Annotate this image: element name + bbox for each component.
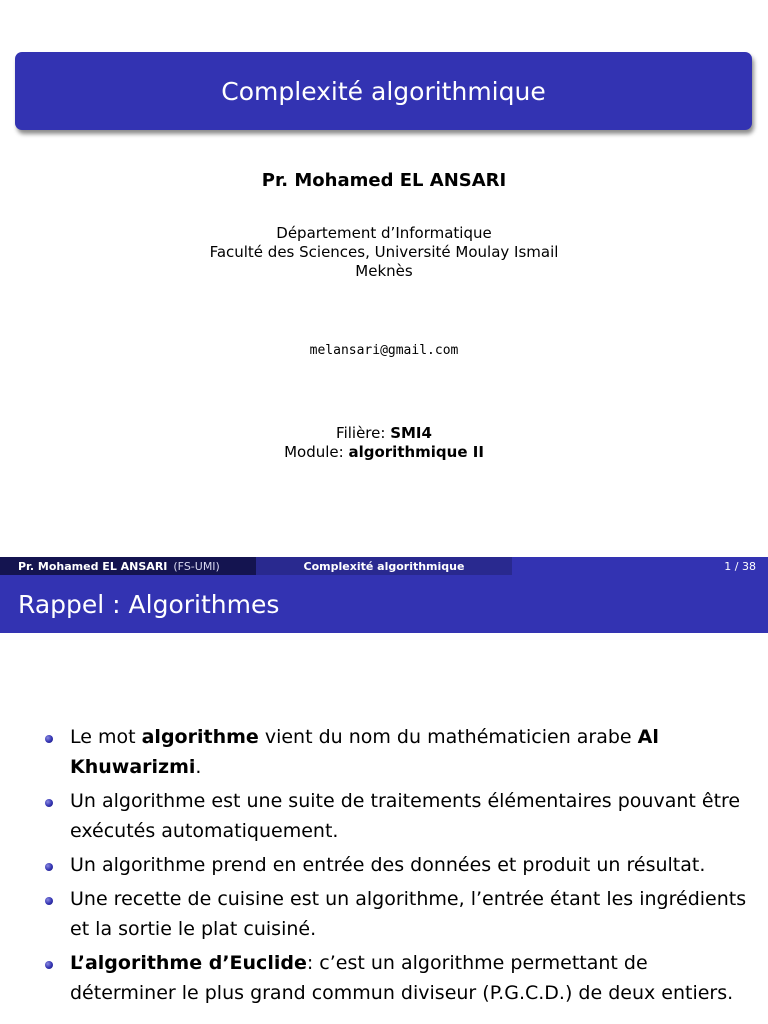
list-item: Le mot algorithme vient du nom du mathématicien arabe Al Khuwarizmi.: [45, 722, 757, 782]
author-name: Pr. Mohamed EL ANSARI: [261, 170, 507, 191]
bullet-icon: [45, 735, 53, 743]
list-item: Un algorithme est une suite de traitements élémentaires pouvant être exécutés automatiquement.: [45, 786, 757, 846]
module-label: Module:: [284, 443, 344, 461]
footer-title: Complexité algorithmique: [256, 557, 512, 575]
list-item: Une recette de cuisine est un algorithme, l’entrée étant les ingrédients et la sortie le plat cuisiné.: [45, 884, 757, 944]
affiliation-faculty: Faculté des Sciences, Université Moulay Ismail: [209, 243, 559, 261]
footer-page-number: 1 / 38: [512, 557, 768, 575]
filiere-line: [0, 424, 768, 443]
affiliation-department: Département d’Informatique: [276, 224, 492, 242]
bullet-list: [45, 722, 757, 1012]
bullet-icon: [45, 961, 53, 969]
author-email[interactable]: melansari@gmail.com: [309, 343, 459, 358]
frame-title-bar: [0, 575, 768, 633]
filiere-label: Filière:: [336, 424, 386, 442]
list-item: Un algorithme prend en entrée des données et produit un résultat.: [45, 850, 757, 880]
slide-footer: [0, 557, 768, 575]
filiere-value: SMI4: [390, 424, 432, 442]
affiliation-city: Meknѐs: [355, 262, 413, 280]
module-line: [0, 443, 768, 462]
bullet-icon: [45, 863, 53, 871]
frame-title: Rappel : Algorithmes: [18, 589, 280, 619]
bullet-icon: [45, 897, 53, 905]
bullet-icon: [45, 799, 53, 807]
footer-institute: (FS-UMI): [173, 559, 220, 573]
course-meta: [0, 424, 768, 462]
affiliation: [0, 224, 768, 281]
list-item: L’algorithme d’Euclide: c’est un algorithme permettant de déterminer le plus grand commun diviseur (P.G.C.D.) de deux entiers.: [45, 948, 757, 1008]
footer-author-section: [0, 557, 256, 575]
slide-title-box: [15, 52, 752, 130]
module-value: algorithmique II: [348, 443, 484, 461]
presentation-title: Complexité algorithmique: [221, 76, 546, 106]
footer-author: Pr. Mohamed EL ANSARI: [18, 559, 168, 573]
